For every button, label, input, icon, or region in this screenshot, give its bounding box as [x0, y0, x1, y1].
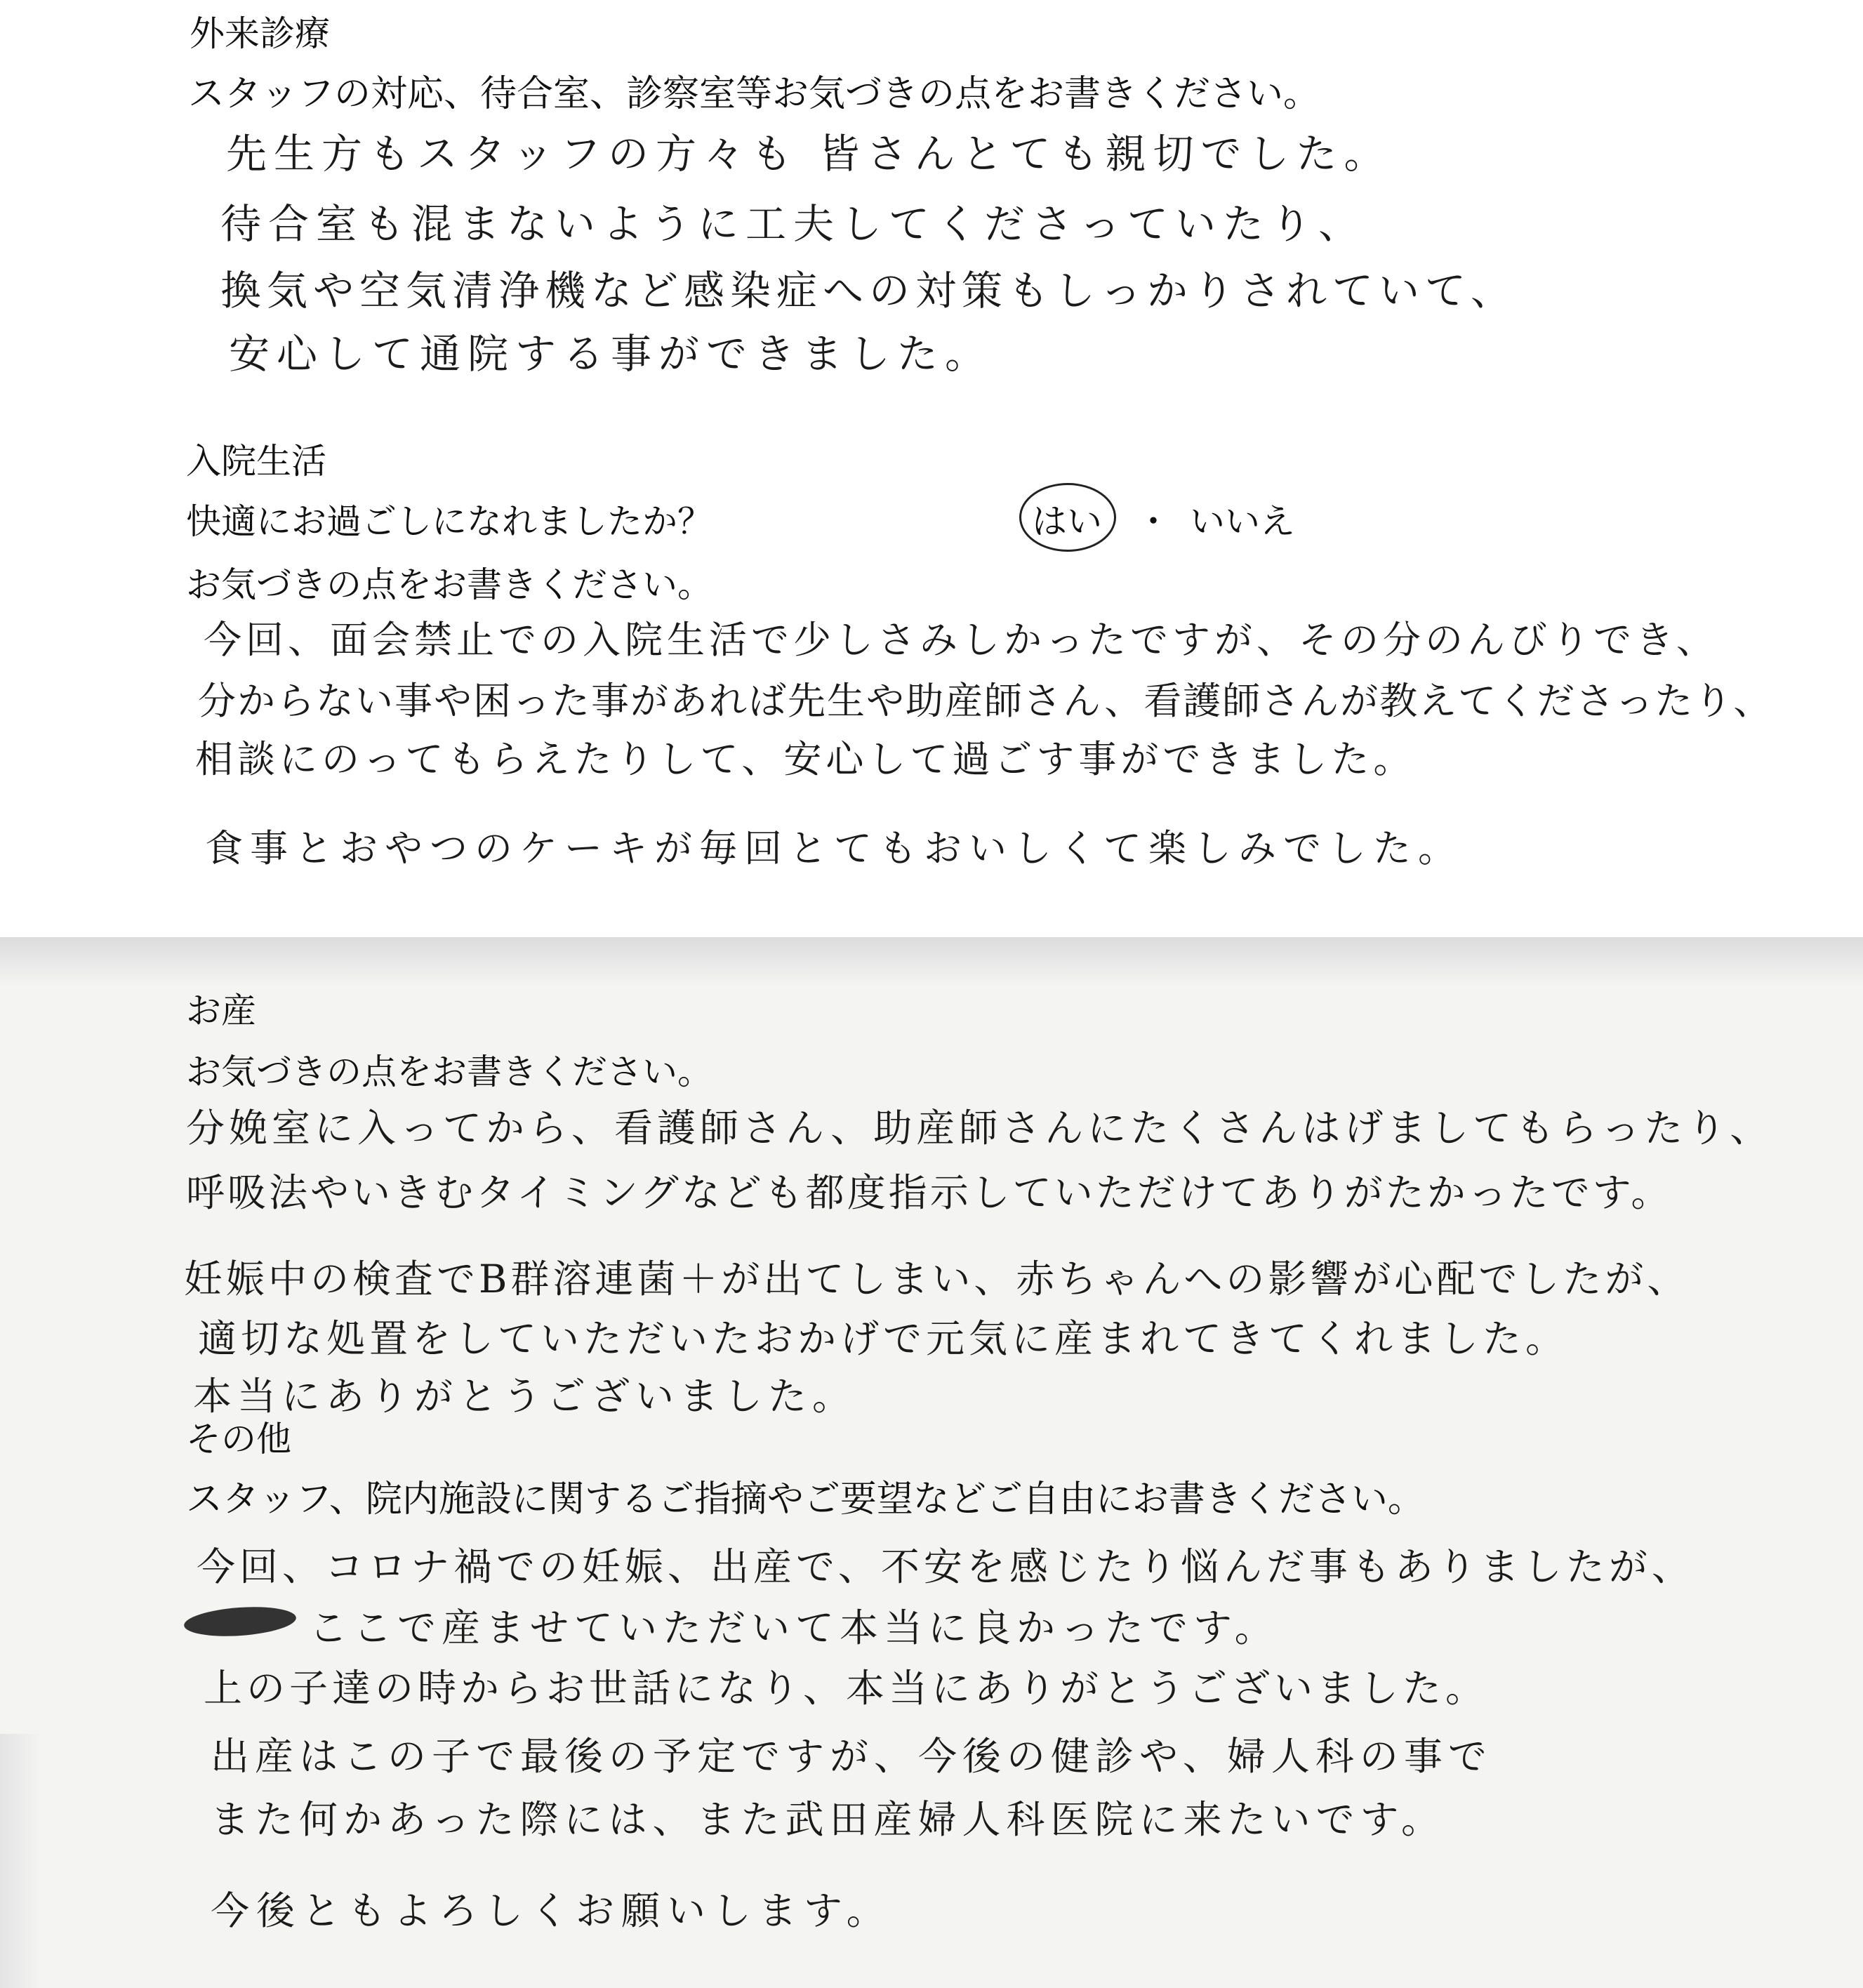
answer-yes: はい	[1032, 501, 1102, 542]
delivery-answer-line-3: 妊娠中の検査でB群溶連菌＋が出てしまい、赤ちゃんへの影響が心配でしたが、	[184, 1257, 1690, 1301]
inpatient-answer-line-3: 相談にのってもらえたりして、安心して過ごす事ができました。	[195, 737, 1416, 781]
delivery-answer-line-2: 呼吸法やいきむタイミングなども都度指示していただけてありがたかったです。	[186, 1170, 1673, 1215]
delivery-answer-line-4: 適切な処置をしていただいたおかげで元気に産まれてきてくれました。	[198, 1316, 1569, 1361]
delivery-heading: お産	[186, 990, 256, 1031]
answer-separator: ・	[1136, 501, 1171, 542]
other-prompt: スタッフ、院内施設に関するご指摘やご要望などご自由にお書きください。	[186, 1478, 1424, 1520]
inpatient-heading: 入院生活	[186, 441, 326, 482]
other-answer-line-6: 今後ともよろしくお願いします。	[211, 1888, 892, 1933]
other-answer-line-5: また何かあった際には、また武田産婦人科医院に来たいです。	[211, 1797, 1446, 1842]
other-answer-line-2: ここで産ませていただいて本当に良かったです。	[309, 1605, 1279, 1650]
delivery-answer-line-5: 本当にありがとうございました。	[193, 1374, 857, 1419]
paper-shadow	[0, 937, 1863, 986]
inpatient-answer-line-1: 今回、面会禁止での入院生活で少しさみしかったですが、その分のんびりでき、	[204, 618, 1718, 662]
outpatient-answer-line-3: 換気や空気清浄機など感染症への対策もしっかりされていて、	[220, 267, 1517, 314]
inpatient-answer-line-2: 分からない事や困った事があれば先生や助産師さん、看護師さんが教えてくださったり、	[198, 679, 1773, 723]
outpatient-answer-line-1: 先生方もスタッフの方々も 皆さんとても親切でした。	[226, 130, 1392, 178]
inpatient-prompt: お気づきの点をお書きください。	[186, 564, 712, 605]
other-answer-line-4: 出産はこの子で最後の予定ですが、今後の健診や、婦人科の事で	[211, 1734, 1492, 1779]
inpatient-question: 快適にお過ごしになれましたか？	[186, 501, 712, 542]
delivery-prompt: お気づきの点をお書きください。	[186, 1052, 712, 1092]
paper-shade	[0, 1734, 42, 1988]
delivery-answer-line-1: 分娩室に入ってから、看護師さん、助産師さんにたくさんはげましてもらったり、	[186, 1106, 1773, 1151]
inpatient-answer-line-4: 食事とおやつのケーキが毎回とてもおいしくて楽しみでした。	[205, 826, 1463, 870]
outpatient-heading: 外来診療	[190, 13, 330, 54]
other-answer-line-3: 上の子達の時からお世話になり、本当にありがとうございました。	[204, 1666, 1489, 1711]
outpatient-answer-line-4: 安心して通院する事ができました。	[229, 330, 993, 378]
other-answer-line-1: 今回、コロナ禍での妊娠、出産で、不安を感じたり悩んだ事もありましたが、	[197, 1544, 1695, 1589]
answer-no: いいえ	[1190, 501, 1295, 542]
outpatient-answer-line-2: 待合室も混まないように工夫してくださっていたり、	[220, 200, 1367, 248]
outpatient-question: スタッフの対応、待合室、診察室等お気づきの点をお書きください。	[188, 73, 1320, 115]
other-heading: その他	[186, 1419, 291, 1459]
